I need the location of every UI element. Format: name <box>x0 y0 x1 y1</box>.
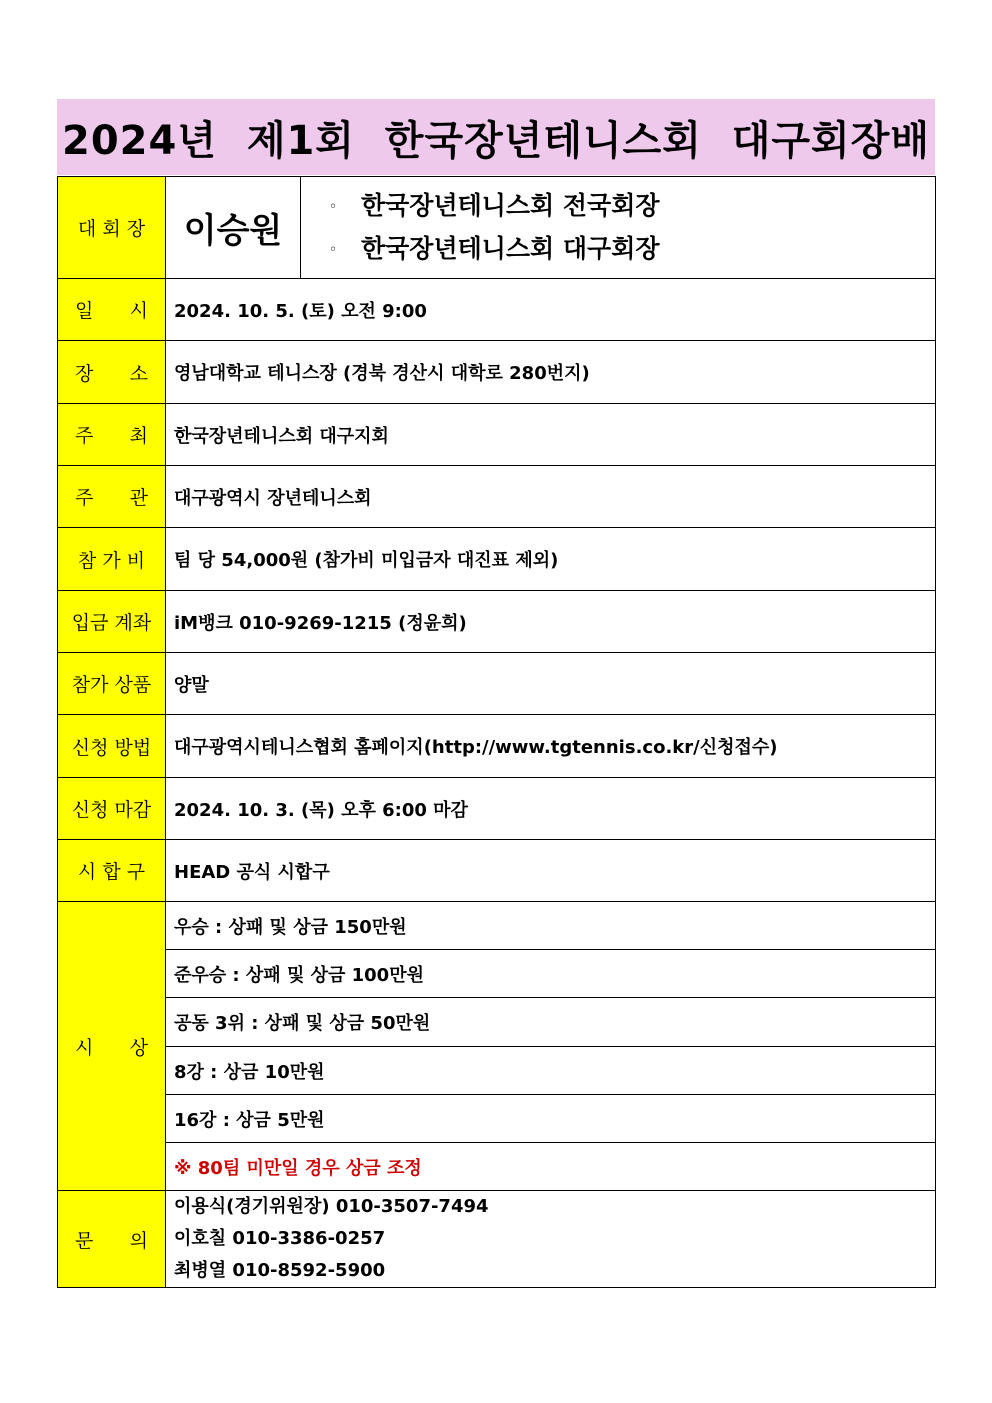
organizer-row <box>58 404 936 466</box>
date-value: 2024. 10. 5. (토) 오전 9:00 <box>166 279 936 341</box>
organizer-label: 주 최 <box>58 404 166 466</box>
host-name: 이승원 <box>166 177 301 279</box>
date-row <box>58 279 936 341</box>
organizer-value: 한국장년테니스회 대구지회 <box>166 404 936 466</box>
deadline-value: 2024. 10. 3. (목) 오후 6:00 마감 <box>166 778 936 840</box>
fee-row <box>58 528 936 591</box>
award-row <box>58 998 936 1047</box>
apply-method-value: 대구광역시테니스협회 홈페이지(http://www.tgtennis.co.kr/신청접수) <box>166 715 936 778</box>
award-row <box>58 1095 936 1143</box>
awards-label: 시 상 <box>58 902 166 1191</box>
apply-method-row <box>58 715 936 778</box>
account-label: 입금 계좌 <box>58 591 166 653</box>
award-row <box>58 1047 936 1095</box>
host-title-item: ◦ 한국장년테니스회 전국회장 <box>329 185 935 228</box>
ball-value: HEAD 공식 시합구 <box>166 840 936 902</box>
ball-row <box>58 840 936 902</box>
venue-row <box>58 341 936 404</box>
host-org-row <box>58 466 936 528</box>
contact-label: 문 의 <box>58 1191 166 1288</box>
bullet-icon: ◦ <box>329 241 338 258</box>
apply-method-label: 신청 방법 <box>58 715 166 778</box>
fee-label: 참 가 비 <box>58 528 166 591</box>
contact-line: 이호칠 010-3386-0257 <box>174 1228 386 1249</box>
award-row <box>58 902 936 950</box>
deadline-label: 신청 마감 <box>58 778 166 840</box>
tournament-info-table <box>57 176 936 1288</box>
page-title: 2024년 제1회 한국장년테니스회 대구회장배 <box>62 117 930 164</box>
fee-value: 팀 당 54,000원 (참가비 미입금자 대진표 제외) <box>166 528 936 591</box>
account-value: iM뱅크 010-9269-1215 (정윤희) <box>166 591 936 653</box>
contact-line: 최병열 010-8592-5900 <box>174 1260 386 1281</box>
account-row <box>58 591 936 653</box>
award-item: 우승 : 상패 및 상금 150만원 <box>166 902 936 950</box>
venue-value: 영남대학교 테니스장 (경북 경산시 대학로 280번지) <box>166 341 936 404</box>
host-title-item: ◦ 한국장년테니스회 대구회장 <box>329 228 935 271</box>
host-org-label: 주 관 <box>58 466 166 528</box>
host-titles <box>301 177 936 279</box>
gift-row <box>58 653 936 715</box>
gift-value: 양말 <box>166 653 936 715</box>
bullet-icon: ◦ <box>329 198 338 215</box>
date-label: 일 시 <box>58 279 166 341</box>
award-item: 공동 3위 : 상패 및 상금 50만원 <box>166 998 936 1047</box>
host-org-value: 대구광역시 장년테니스회 <box>166 466 936 528</box>
award-note-row <box>58 1143 936 1191</box>
contact-row <box>58 1191 936 1288</box>
deadline-row <box>58 778 936 840</box>
award-row <box>58 950 936 998</box>
award-item: 준우승 : 상패 및 상금 100만원 <box>166 950 936 998</box>
host-row <box>58 177 936 279</box>
ball-label: 시 합 구 <box>58 840 166 902</box>
gift-label: 참가 상품 <box>58 653 166 715</box>
award-item: 8강 : 상금 10만원 <box>166 1047 936 1095</box>
title-banner <box>57 99 935 175</box>
award-item: 16강 : 상금 5만원 <box>166 1095 936 1143</box>
contact-list <box>166 1191 936 1288</box>
contact-line: 이용식(경기위원장) 010-3507-7494 <box>174 1196 489 1217</box>
host-label: 대 회 장 <box>58 177 166 279</box>
award-note: ※ 80팀 미만일 경우 상금 조정 <box>166 1143 936 1191</box>
venue-label: 장 소 <box>58 341 166 404</box>
